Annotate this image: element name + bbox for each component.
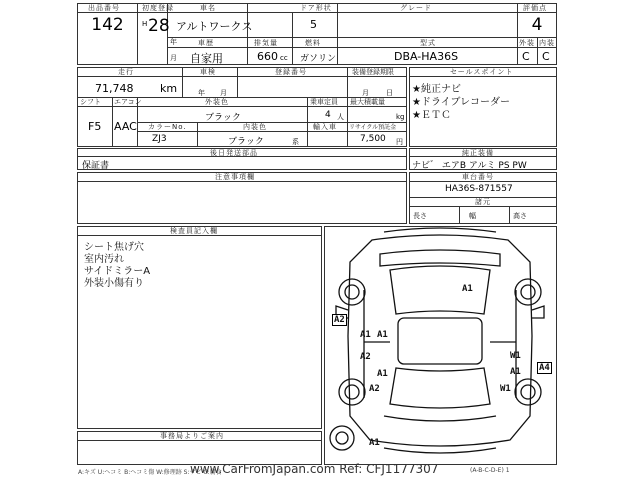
fuel-label: 燃料: [305, 39, 321, 47]
mark-right-rear-w1: W1: [500, 384, 511, 394]
roof: [398, 318, 482, 364]
ac-label: エアコン: [114, 98, 142, 106]
mark-center-rear-a1: A1: [377, 369, 388, 379]
shift: F5: [88, 120, 102, 133]
inspector-note: 室内汚れ: [84, 254, 124, 265]
chassis-label: 車台番号: [462, 173, 494, 181]
hood-line: [380, 250, 500, 266]
use-label: 車歴: [198, 39, 214, 47]
capacity-unit: 人: [337, 113, 344, 121]
recycle-fee-label: リサイクル預託金: [349, 124, 397, 131]
options-value: ナビ゛ エアB アルミ PS PW: [412, 161, 527, 171]
later-items-label: 後日発送部品: [210, 149, 258, 157]
height-label: 高さ: [513, 212, 527, 220]
width-label: 幅: [469, 212, 476, 220]
use: 自家用: [190, 52, 223, 65]
score-label: 評価点: [523, 4, 547, 12]
grade-label: グレード: [400, 4, 432, 12]
int-grade: C: [542, 50, 550, 63]
doors: 5: [310, 18, 317, 31]
int-color: ブラック: [228, 137, 264, 147]
mileage-label: 走行: [118, 68, 134, 76]
notes-label: 注意事項欄: [215, 173, 255, 181]
mark-right-door-w1: W1: [510, 351, 521, 361]
rear-window: [390, 368, 490, 408]
lot-no: 142: [91, 15, 124, 35]
cc: 660: [257, 50, 278, 63]
reg-year: 28: [148, 16, 170, 36]
chassis-no: HA36S-871557: [445, 184, 513, 194]
watermark: www.CarFromJapan.com Ref: CFJ1177307: [190, 462, 439, 476]
mark-right-rear-a4: A4: [539, 363, 550, 373]
shift-label: シフト: [80, 98, 101, 106]
mark-center-a1: A1: [377, 330, 388, 340]
int-color-unit: 系: [292, 138, 299, 146]
recycle-fee-unit: 円: [396, 138, 403, 146]
size-legend: (A-B-C-D-E) 1: [470, 467, 510, 474]
era: H: [142, 20, 148, 28]
year-unit: 年: [170, 38, 177, 46]
mark-left-rear-door-a2: A2: [360, 352, 371, 362]
length-label: 長さ: [413, 212, 427, 220]
later-items-value: 保証書: [82, 161, 110, 171]
inspector-note: シート焦げ穴: [84, 242, 144, 253]
mileage: 71,748: [95, 82, 134, 95]
car-outline-svg: [324, 226, 557, 465]
car-name: アルトワークス: [176, 20, 253, 33]
model-label: 型式: [420, 39, 436, 47]
mark-left-front-door-a1: A1: [360, 330, 371, 340]
recycle-date-label: 装備登録期限: [352, 68, 394, 76]
month-unit: 月: [170, 54, 177, 62]
ac: AAC: [114, 120, 137, 133]
score: 4: [531, 15, 543, 35]
office-label: 事務局よりご案内: [160, 432, 224, 440]
inspector-note: サイドミラーA: [84, 266, 151, 277]
recycle-fee: 7,500: [360, 134, 386, 144]
damage-code-legend: A:キズ U:ヘコミ B:ヘコミ傷 W:修理跡 S:サビ C:腐食: [78, 469, 222, 476]
inspector-note: 外装小傷有り: [84, 278, 144, 289]
dimensions-label: 諸元: [475, 198, 491, 206]
lot-no-label: 出品番号: [88, 4, 120, 12]
inspection-label: 車検: [200, 68, 216, 76]
ext-label: 外装: [519, 39, 535, 47]
int-label: 内装: [539, 39, 555, 47]
import-label: 輸入車: [313, 123, 337, 131]
int-color-label: 内装色: [243, 123, 267, 131]
sales-point-item: ★ＥＴＣ: [412, 110, 451, 121]
capacity-label: 乗車定員: [310, 98, 338, 106]
fuel: ガソリン: [300, 54, 337, 64]
mark-left-front-a2: A2: [334, 315, 345, 325]
car-name-label: 車名: [200, 4, 216, 12]
cc-unit: cc: [280, 54, 288, 62]
ext-color-label: 外装色: [205, 98, 229, 106]
windshield: [390, 266, 490, 314]
mark-roof-a1: A1: [462, 284, 473, 294]
color-no: ZJ3: [152, 134, 167, 144]
cc-label: 排気量: [254, 39, 278, 47]
ext-grade: C: [522, 50, 530, 63]
model: DBA-HA36S: [394, 50, 459, 63]
mark-right-a1: A1: [510, 367, 521, 377]
load-unit: kg: [396, 113, 405, 121]
sales-point-label: セールスポイント: [450, 68, 514, 76]
ext-color: ブラック: [205, 113, 241, 123]
recycle-month: 月: [362, 89, 369, 97]
mark-bottom-a1: A1: [369, 438, 380, 448]
sales-point-item: ★純正ナビ: [412, 84, 461, 95]
load-label: 最大積載量: [350, 98, 385, 106]
capacity: 4: [325, 110, 331, 120]
recycle-day: 日: [386, 89, 393, 97]
color-no-label: カラーNo.: [148, 123, 187, 131]
mileage-unit: km: [160, 82, 178, 95]
sales-point-item: ★ドライブレコーダー: [412, 97, 510, 108]
plate-label: 登録番号: [275, 68, 307, 76]
options-label: 純正装備: [462, 149, 494, 157]
mark-left-rear-a2: A2: [369, 384, 380, 394]
inspection-year: 年: [198, 89, 205, 97]
inspection-month: 月: [220, 89, 227, 97]
first-reg-label: 初度登録: [142, 4, 174, 12]
doors-label: ドア形状: [300, 4, 332, 12]
inspector-label: 検査員記入欄: [170, 227, 218, 235]
